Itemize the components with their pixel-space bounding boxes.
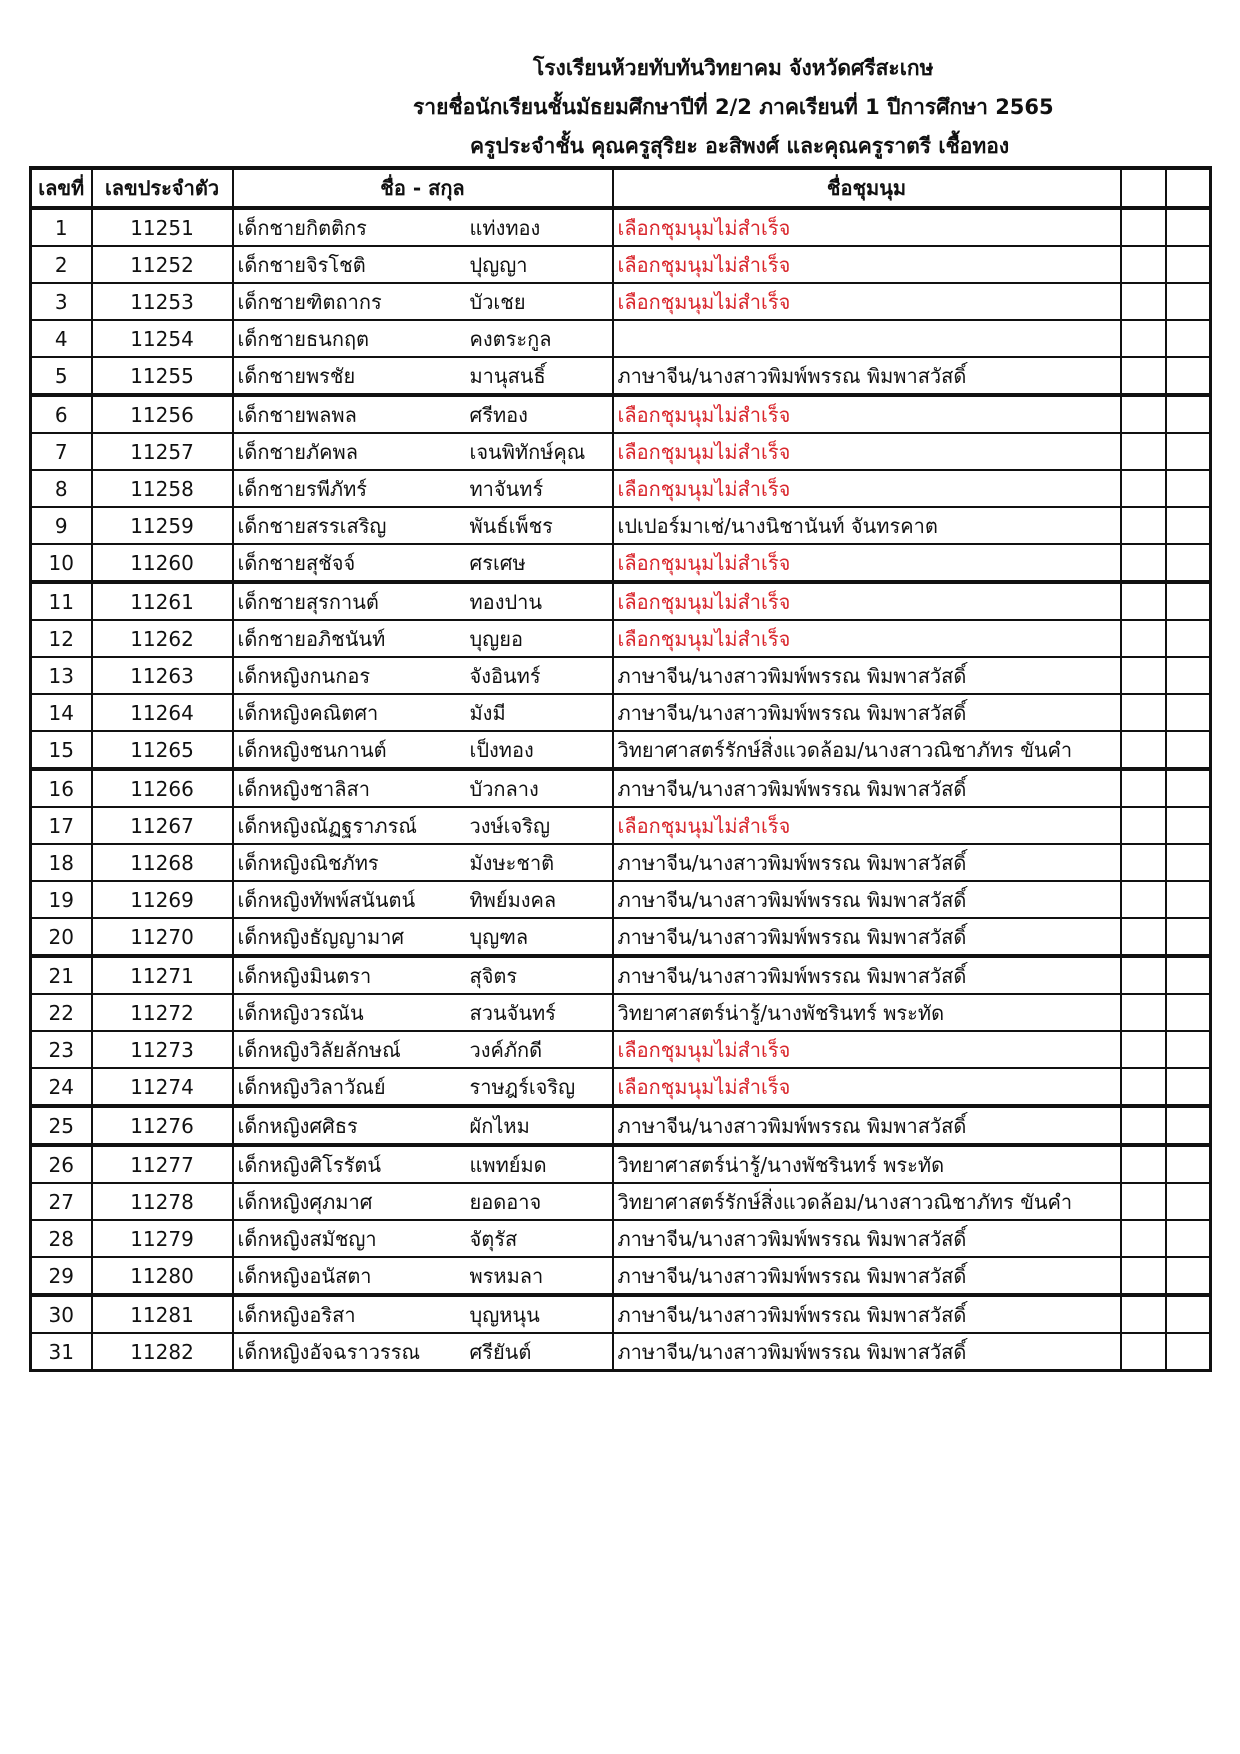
row-number: 29 <box>31 1257 92 1295</box>
extra-cell-2 <box>1166 1333 1211 1371</box>
table-row <box>31 1106 1211 1145</box>
club-name: เลือกชุมนุมไม่สำเร็จ <box>613 433 1121 470</box>
student-id: 11265 <box>92 731 233 769</box>
row-number: 11 <box>31 582 92 620</box>
student-last-name: ผักไหม <box>469 1113 530 1138</box>
row-number: 15 <box>31 731 92 769</box>
table-row <box>31 357 1211 395</box>
student-last-name: ทาจันทร์ <box>469 476 544 501</box>
extra-cell-2 <box>1166 918 1211 956</box>
table-row <box>31 1257 1211 1295</box>
club-name: ภาษาจีน/นางสาวพิมพ์พรรณ พิมพาสวัสดิ์ <box>613 769 1121 807</box>
student-id: 11272 <box>92 994 233 1031</box>
student-id: 11268 <box>92 844 233 881</box>
club-name: ภาษาจีน/นางสาวพิมพ์พรรณ พิมพาสวัสดิ์ <box>613 357 1121 395</box>
student-name <box>233 918 613 956</box>
row-number: 16 <box>31 769 92 807</box>
student-first-name: เด็กหญิงทัพพ์สนันตน์ <box>237 887 416 912</box>
student-name <box>233 1183 613 1220</box>
club-name: เลือกชุมนุมไม่สำเร็จ <box>613 620 1121 657</box>
extra-cell-2 <box>1166 694 1211 731</box>
student-name <box>233 694 613 731</box>
row-number: 22 <box>31 994 92 1031</box>
row-number: 12 <box>31 620 92 657</box>
student-last-name: สวนจันทร์ <box>469 1000 556 1025</box>
club-name: ภาษาจีน/นางสาวพิมพ์พรรณ พิมพาสวัสดิ์ <box>613 694 1121 731</box>
student-first-name: เด็กหญิงศศิธร <box>237 1113 358 1138</box>
club-name: ภาษาจีน/นางสาวพิมพ์พรรณ พิมพาสวัสดิ์ <box>613 1106 1121 1145</box>
row-number: 6 <box>31 395 92 433</box>
club-name: วิทยาศาสตร์น่ารู้/นางพัชรินทร์ พระทัด <box>613 1145 1121 1183</box>
student-id: 11271 <box>92 956 233 994</box>
table-row <box>31 657 1211 694</box>
school-title: โรงเรียนห้วยทับทันวิทยาคม จังหวัดศรีสะเกษ <box>533 56 934 80</box>
student-last-name: คงตระกูล <box>469 326 552 351</box>
student-id: 11252 <box>92 246 233 283</box>
student-last-name: บัวกลาง <box>469 776 539 801</box>
student-first-name: เด็กหญิงวิลาวัณย์ <box>237 1074 386 1099</box>
club-name <box>613 320 1121 357</box>
student-name <box>233 731 613 769</box>
student-last-name: ปุญญา <box>469 252 528 277</box>
club-name: เลือกชุมนุมไม่สำเร็จ <box>613 395 1121 433</box>
club-name: เลือกชุมนุมไม่สำเร็จ <box>613 1068 1121 1106</box>
col-header-student-id: เลขประจำตัว <box>92 168 233 208</box>
extra-cell-2 <box>1166 731 1211 769</box>
table-row <box>31 1031 1211 1068</box>
extra-cell-1 <box>1121 844 1166 881</box>
row-number: 20 <box>31 918 92 956</box>
col-header-name: ชื่อ - สกุล <box>233 168 613 208</box>
student-id: 11270 <box>92 918 233 956</box>
student-club-table <box>29 166 1212 1372</box>
row-number: 28 <box>31 1220 92 1257</box>
extra-cell-1 <box>1121 208 1166 246</box>
club-name: ภาษาจีน/นางสาวพิมพ์พรรณ พิมพาสวัสดิ์ <box>613 918 1121 956</box>
extra-cell-2 <box>1166 507 1211 544</box>
student-name <box>233 769 613 807</box>
student-last-name: พรหมลา <box>469 1263 544 1288</box>
table-row <box>31 283 1211 320</box>
student-id: 11282 <box>92 1333 233 1371</box>
student-first-name: เด็กหญิงศุภมาศ <box>237 1189 373 1214</box>
student-first-name: เด็กชายอภิชนันท์ <box>237 626 386 651</box>
club-name: ภาษาจีน/นางสาวพิมพ์พรรณ พิมพาสวัสดิ์ <box>613 956 1121 994</box>
student-first-name: เด็กหญิงกนกอร <box>237 663 371 688</box>
row-number: 31 <box>31 1333 92 1371</box>
student-name <box>233 1333 613 1371</box>
extra-cell-1 <box>1121 1220 1166 1257</box>
row-number: 5 <box>31 357 92 395</box>
student-first-name: เด็กหญิงมินตรา <box>237 963 372 988</box>
student-last-name: ศรียันต์ <box>469 1339 532 1364</box>
student-first-name: เด็กหญิงอนัสตา <box>237 1263 372 1288</box>
student-id: 11269 <box>92 881 233 918</box>
student-first-name: เด็กชายสรรเสริญ <box>237 513 387 538</box>
row-number: 4 <box>31 320 92 357</box>
student-first-name: เด็กหญิงณิชภัทร <box>237 850 379 875</box>
extra-cell-2 <box>1166 956 1211 994</box>
student-id: 11261 <box>92 582 233 620</box>
student-last-name: แท่งทอง <box>469 215 541 240</box>
row-number: 26 <box>31 1145 92 1183</box>
student-last-name: ราษฎร์เจริญ <box>469 1074 576 1099</box>
student-name <box>233 1220 613 1257</box>
club-name: ภาษาจีน/นางสาวพิมพ์พรรณ พิมพาสวัสดิ์ <box>613 881 1121 918</box>
table-row <box>31 433 1211 470</box>
student-id: 11260 <box>92 544 233 582</box>
student-name <box>233 956 613 994</box>
student-id: 11251 <box>92 208 233 246</box>
student-last-name: จังอินทร์ <box>469 663 541 688</box>
student-name <box>233 1295 613 1333</box>
row-number: 30 <box>31 1295 92 1333</box>
extra-cell-1 <box>1121 433 1166 470</box>
club-name: เลือกชุมนุมไม่สำเร็จ <box>613 1031 1121 1068</box>
extra-cell-2 <box>1166 208 1211 246</box>
student-first-name: เด็กหญิงชนกานต์ <box>237 737 387 762</box>
student-name <box>233 544 613 582</box>
student-first-name: เด็กหญิงคณิตศา <box>237 700 379 725</box>
student-name <box>233 1257 613 1295</box>
table-row <box>31 470 1211 507</box>
extra-cell-1 <box>1121 1031 1166 1068</box>
table-row <box>31 620 1211 657</box>
club-name: วิทยาศาสตร์น่ารู้/นางพัชรินทร์ พระทัด <box>613 994 1121 1031</box>
student-name <box>233 1031 613 1068</box>
row-number: 27 <box>31 1183 92 1220</box>
student-id: 11281 <box>92 1295 233 1333</box>
extra-cell-2 <box>1166 769 1211 807</box>
club-name: เลือกชุมนุมไม่สำเร็จ <box>613 544 1121 582</box>
student-id: 11274 <box>92 1068 233 1106</box>
table-row <box>31 994 1211 1031</box>
student-last-name: ทิพย์มงคล <box>469 887 557 912</box>
club-name: วิทยาศาสตร์รักษ์สิ่งแวดล้อม/นางสาวณิชาภัทร ขันคำ <box>613 1183 1121 1220</box>
extra-cell-1 <box>1121 1106 1166 1145</box>
student-first-name: เด็กหญิงธัญญามาศ <box>237 924 405 949</box>
extra-cell-2 <box>1166 657 1211 694</box>
student-last-name: แพทย์มด <box>469 1152 547 1177</box>
extra-cell-1 <box>1121 657 1166 694</box>
extra-cell-2 <box>1166 1295 1211 1333</box>
row-number: 1 <box>31 208 92 246</box>
student-first-name: เด็กชายพลพล <box>237 402 357 427</box>
extra-cell-2 <box>1166 881 1211 918</box>
row-number: 13 <box>31 657 92 694</box>
student-first-name: เด็กหญิงณัฏฐราภรณ์ <box>237 813 417 838</box>
student-id: 11278 <box>92 1183 233 1220</box>
extra-cell-2 <box>1166 582 1211 620</box>
extra-cell-1 <box>1121 544 1166 582</box>
extra-cell-2 <box>1166 395 1211 433</box>
table-row <box>31 807 1211 844</box>
club-name: ภาษาจีน/นางสาวพิมพ์พรรณ พิมพาสวัสดิ์ <box>613 844 1121 881</box>
student-id: 11266 <box>92 769 233 807</box>
club-name: เลือกชุมนุมไม่สำเร็จ <box>613 470 1121 507</box>
table-row <box>31 1220 1211 1257</box>
row-number: 10 <box>31 544 92 582</box>
row-number: 3 <box>31 283 92 320</box>
extra-cell-1 <box>1121 620 1166 657</box>
extra-cell-2 <box>1166 1257 1211 1295</box>
extra-cell-1 <box>1121 246 1166 283</box>
student-first-name: เด็กหญิงวิลัยลักษณ์ <box>237 1037 401 1062</box>
student-name <box>233 208 613 246</box>
row-number: 17 <box>31 807 92 844</box>
student-name <box>233 994 613 1031</box>
club-name: ภาษาจีน/นางสาวพิมพ์พรรณ พิมพาสวัสดิ์ <box>613 1257 1121 1295</box>
extra-cell-1 <box>1121 470 1166 507</box>
extra-cell-2 <box>1166 807 1211 844</box>
extra-cell-2 <box>1166 246 1211 283</box>
table-row <box>31 881 1211 918</box>
student-last-name: บุญหนุน <box>469 1302 540 1327</box>
student-last-name: เจนพิทักษ์คุณ <box>469 439 586 464</box>
student-name <box>233 246 613 283</box>
club-name: เลือกชุมนุมไม่สำเร็จ <box>613 246 1121 283</box>
row-number: 8 <box>31 470 92 507</box>
student-id: 11258 <box>92 470 233 507</box>
student-first-name: เด็กชายฑิตถากร <box>237 289 382 314</box>
extra-cell-1 <box>1121 1333 1166 1371</box>
table-row <box>31 1145 1211 1183</box>
extra-cell-1 <box>1121 918 1166 956</box>
extra-cell-1 <box>1121 320 1166 357</box>
student-last-name: มานุสนธิ์ <box>469 363 546 388</box>
student-first-name: เด็กหญิงชาลิสา <box>237 776 370 801</box>
extra-cell-1 <box>1121 956 1166 994</box>
student-first-name: เด็กชายภัคพล <box>237 439 358 464</box>
student-last-name: ศรีทอง <box>469 402 528 427</box>
extra-cell-1 <box>1121 1295 1166 1333</box>
row-number: 25 <box>31 1106 92 1145</box>
student-id: 11256 <box>92 395 233 433</box>
student-id: 11264 <box>92 694 233 731</box>
student-name <box>233 1106 613 1145</box>
student-name <box>233 620 613 657</box>
student-id: 11262 <box>92 620 233 657</box>
extra-cell-1 <box>1121 582 1166 620</box>
student-first-name: เด็กชายสุชัจจ์ <box>237 550 356 575</box>
student-name <box>233 1145 613 1183</box>
extra-cell-1 <box>1121 507 1166 544</box>
row-number: 7 <box>31 433 92 470</box>
student-id: 11277 <box>92 1145 233 1183</box>
student-last-name: บุญยอ <box>469 626 523 651</box>
club-name: ภาษาจีน/นางสาวพิมพ์พรรณ พิมพาสวัสดิ์ <box>613 1220 1121 1257</box>
student-id: 11273 <box>92 1031 233 1068</box>
extra-cell-2 <box>1166 1106 1211 1145</box>
extra-cell-1 <box>1121 807 1166 844</box>
extra-cell-1 <box>1121 769 1166 807</box>
extra-cell-1 <box>1121 994 1166 1031</box>
student-last-name: สุจิตร <box>469 963 518 988</box>
club-name: เลือกชุมนุมไม่สำเร็จ <box>613 208 1121 246</box>
extra-cell-2 <box>1166 1183 1211 1220</box>
extra-cell-2 <box>1166 544 1211 582</box>
extra-cell-2 <box>1166 1220 1211 1257</box>
table-row <box>31 395 1211 433</box>
student-name <box>233 283 613 320</box>
student-last-name: พันธ์เพ็ชร <box>469 513 553 538</box>
student-first-name: เด็กหญิงอัจฉราวรรณ <box>237 1339 421 1364</box>
club-name: เลือกชุมนุมไม่สำเร็จ <box>613 283 1121 320</box>
extra-cell-2 <box>1166 283 1211 320</box>
row-number: 2 <box>31 246 92 283</box>
student-name <box>233 881 613 918</box>
table-row <box>31 1068 1211 1106</box>
student-last-name: ทองปาน <box>469 589 543 614</box>
student-id: 11276 <box>92 1106 233 1145</box>
extra-cell-1 <box>1121 395 1166 433</box>
club-name: เลือกชุมนุมไม่สำเร็จ <box>613 807 1121 844</box>
extra-cell-2 <box>1166 844 1211 881</box>
club-name: เลือกชุมนุมไม่สำเร็จ <box>613 582 1121 620</box>
table-row <box>31 208 1211 246</box>
student-name <box>233 320 613 357</box>
club-name: ภาษาจีน/นางสาวพิมพ์พรรณ พิมพาสวัสดิ์ <box>613 657 1121 694</box>
table-row <box>31 582 1211 620</box>
row-number: 23 <box>31 1031 92 1068</box>
student-last-name: ศรเศษ <box>469 550 526 575</box>
student-last-name: วงษ์เจริญ <box>469 813 551 838</box>
extra-cell-2 <box>1166 320 1211 357</box>
student-first-name: เด็กชายกิตติกร <box>237 215 367 240</box>
extra-cell-1 <box>1121 357 1166 395</box>
student-last-name: เป็งทอง <box>469 737 534 762</box>
table-row <box>31 1295 1211 1333</box>
extra-cell-1 <box>1121 694 1166 731</box>
row-number: 19 <box>31 881 92 918</box>
student-first-name: เด็กหญิงศิโรรัตน์ <box>237 1152 382 1177</box>
club-name: เปเปอร์มาเช่/นางนิชานันท์ จันทรคาต <box>613 507 1121 544</box>
table-header-row <box>31 168 1211 208</box>
student-last-name: มังมี <box>469 700 506 725</box>
student-last-name: ยอดอาจ <box>469 1189 542 1214</box>
student-name <box>233 582 613 620</box>
student-first-name: เด็กหญิงสมัชญา <box>237 1226 377 1251</box>
student-name <box>233 395 613 433</box>
row-number: 21 <box>31 956 92 994</box>
club-name: ภาษาจีน/นางสาวพิมพ์พรรณ พิมพาสวัสดิ์ <box>613 1295 1121 1333</box>
table-row <box>31 507 1211 544</box>
table-row <box>31 918 1211 956</box>
student-id: 11254 <box>92 320 233 357</box>
student-id: 11259 <box>92 507 233 544</box>
student-id: 11267 <box>92 807 233 844</box>
table-row <box>31 769 1211 807</box>
table-row <box>31 246 1211 283</box>
row-number: 9 <box>31 507 92 544</box>
extra-cell-1 <box>1121 1183 1166 1220</box>
table-row <box>31 544 1211 582</box>
extra-cell-2 <box>1166 470 1211 507</box>
student-id: 11255 <box>92 357 233 395</box>
col-header-extra-1 <box>1121 168 1166 208</box>
student-first-name: เด็กชายพรชัย <box>237 363 356 388</box>
student-name <box>233 470 613 507</box>
extra-cell-1 <box>1121 1145 1166 1183</box>
table-row <box>31 844 1211 881</box>
extra-cell-2 <box>1166 357 1211 395</box>
student-name <box>233 807 613 844</box>
extra-cell-2 <box>1166 1031 1211 1068</box>
student-name <box>233 844 613 881</box>
extra-cell-2 <box>1166 620 1211 657</box>
table-row <box>31 1333 1211 1371</box>
student-last-name: วงค์ภักดี <box>469 1037 543 1062</box>
student-last-name: มังษะชาติ <box>469 850 555 875</box>
extra-cell-2 <box>1166 1068 1211 1106</box>
student-id: 11280 <box>92 1257 233 1295</box>
extra-cell-2 <box>1166 1145 1211 1183</box>
table-row <box>31 956 1211 994</box>
col-header-extra-2 <box>1166 168 1211 208</box>
row-number: 18 <box>31 844 92 881</box>
student-first-name: เด็กชายจิรโชติ <box>237 252 366 277</box>
student-last-name: จัตุรัส <box>469 1226 518 1251</box>
student-id: 11257 <box>92 433 233 470</box>
extra-cell-1 <box>1121 881 1166 918</box>
extra-cell-1 <box>1121 731 1166 769</box>
student-name <box>233 657 613 694</box>
student-name <box>233 1068 613 1106</box>
student-first-name: เด็กชายรพีภัทร์ <box>237 476 367 501</box>
row-number: 24 <box>31 1068 92 1106</box>
table-row <box>31 1183 1211 1220</box>
extra-cell-2 <box>1166 994 1211 1031</box>
extra-cell-1 <box>1121 1257 1166 1295</box>
club-name: วิทยาศาสตร์รักษ์สิ่งแวดล้อม/นางสาวณิชาภัทร ขันคำ <box>613 731 1121 769</box>
table-row <box>31 320 1211 357</box>
extra-cell-1 <box>1121 283 1166 320</box>
student-last-name: บุญฑล <box>469 924 529 949</box>
student-first-name: เด็กชายสุรกานต์ <box>237 589 379 614</box>
extra-cell-1 <box>1121 1068 1166 1106</box>
student-id: 11263 <box>92 657 233 694</box>
student-first-name: เด็กชายธนกฤต <box>237 326 370 351</box>
table-row <box>31 731 1211 769</box>
student-id: 11253 <box>92 283 233 320</box>
col-header-club: ชื่อชุมนุม <box>613 168 1121 208</box>
student-first-name: เด็กหญิงวรณัน <box>237 1000 364 1025</box>
student-last-name: บัวเชย <box>469 289 526 314</box>
student-name <box>233 433 613 470</box>
col-header-number: เลขที่ <box>31 168 92 208</box>
homeroom-teachers: ครูประจำชั้น คุณครูสุริยะ อะสิพงศ์ และคุณครูราตรี เชื้อทอง <box>470 134 1010 158</box>
club-name: ภาษาจีน/นางสาวพิมพ์พรรณ พิมพาสวัสดิ์ <box>613 1333 1121 1371</box>
student-first-name: เด็กหญิงอริสา <box>237 1302 356 1327</box>
student-id: 11279 <box>92 1220 233 1257</box>
table-row <box>31 694 1211 731</box>
extra-cell-2 <box>1166 433 1211 470</box>
student-name <box>233 357 613 395</box>
list-subtitle: รายชื่อนักเรียนชั้นมัธยมศึกษาปีที่ 2/2 ภาคเรียนที่ 1 ปีการศึกษา 2565 <box>413 95 1054 119</box>
student-name <box>233 507 613 544</box>
row-number: 14 <box>31 694 92 731</box>
